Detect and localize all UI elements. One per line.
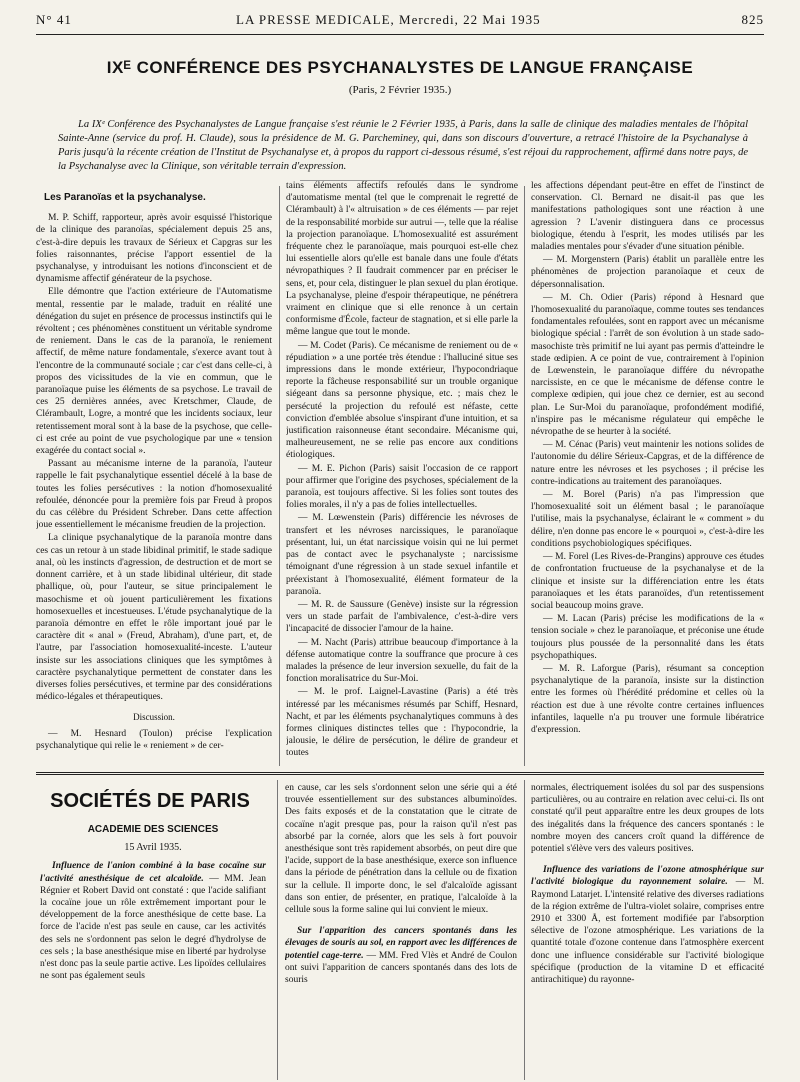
journal-date: LA PRESSE MEDICALE, Mercredi, 22 Mai 1935	[236, 12, 541, 27]
article-title: Sur l'apparition des cancers spontanés dans les élevages de souris au sol, en rapport avec les différences de potentiel cage-terre.	[285, 926, 517, 961]
paragraph: — M. Nacht (Paris) attribue beaucoup d'importance à la défense automatique contre la souffrance que procure à ces malades la présence de leur inversion sexuelle, du fait de la fonction moralisatrice du Sur-Moi.	[286, 637, 518, 685]
paragraph: — M. Hesnard (Toulon) précise l'explication psychanalytique qui relie le « reniement » de cer-	[36, 728, 272, 751]
column-divider	[524, 780, 525, 1080]
column-2	[286, 180, 518, 764]
academy-heading: ACADÉMIE DES SCIENCES	[87, 824, 219, 835]
bottom-column-2	[285, 782, 517, 1078]
societes-title: SOCIÉTÉS DE PARIS	[50, 790, 250, 812]
discussion-label: Discussion.	[133, 712, 175, 723]
column-1	[36, 192, 272, 764]
article-text: — M. Raymond Latarjet. L'intensité relative des diverses radiations de la région extrême de l'ultra-violet solaire, comprises entre 2910 et 3300 Å, est fortement modifiée par l'absorption sélective de l'ozone atmosphérique. Les variations de la quantité totale d'ozone contenue dans l'atmosphère exercent donc une influence considérable sur l'activité biologique spécifique (production de la vitamine D et efficacité antirachitique) du rayonne-	[531, 877, 764, 986]
paragraph: tains éléments affectifs refoulés dans le syndrome d'automatisme mental (tel que le comprenait le regretté de Clérambault) à l'« altruisation » de ces éléments — par rejet de la responsabilité morbide sur autrui —, telle que la réalise la projection paranoïaque. L'homosexualité est assurément fréquente chez le paranoïaque, mais pourquoi est-elle chez lui essentielle alors qu'elle est banale dans une foule d'états névropathiques ? Il faudrait commencer par en préciser le sens, et, pour cela, distinguer le plan sexuel du plan érotique. La psychanalyse, pleine d'espoir thérapeutique, ne pénétrera vraiment en clinique que si elle renonce à un certain conformisme d'École, facteur de stagnation, et si elle parle la même langue que tout le monde.	[286, 181, 518, 338]
paragraph: — M. Cénac (Paris) veut maintenir les notions solides de l'autonomie du délire Sérieux-Capgras, et de la différence de nature entre les névroses et les psychoses ; il précise les contre-indications au traitement des paranoïaques.	[531, 440, 764, 487]
column-divider	[524, 186, 525, 766]
paragraph: — M. Ch. Odier (Paris) répond à Hesnard que l'homosexualité du paranoïaque, comme toutes ses tendances fondamentales refoulées, sont en rapport avec un mécanisme biologique spécial : l'arrêt de son évolution à un stade sado-masochiste très primitif ne lui ayant pas permis d'atteindre le stade œdipien. A ce point de vue, contrairement à l'opinion de Lœwenstein, le paranoïaque différe du névropathe narcissiste, en ce que le mécanisme de défense contre le complexe œdipien, qui joue chez ce dernier, est au second plan. Le Sur-Moi du paranoïaque, profondément modifié, n'inspire pas le mécanisme régulateur qui empêche le névropathe de se heurter à la société.	[531, 292, 764, 438]
article-text: — MM. Fred Vlès et André de Coulon ont suivi l'apparition de cancers spontanés dans des lots de souris	[285, 950, 517, 986]
section-heading: Les Paranoïas et la psychanalyse.	[44, 192, 206, 203]
conference-intro: La IXᵉ Conférence des Psychanalystes de Langue française s'est réunie le 2 Février 1935, à Paris, dans la salle de clinique des maladies mentales de l'hôpital Sainte-Anne (service du prof. H. Claude), sous la présidence de M. G. Parcheminey, qui, dans son discours d'ouverture, a retracé l'histoire de la Psychanalyse à Paris jusqu'à la récente création de l'Institut de Psychanalyse et, à propos du rapport ci-dessous résumé, s'est réjoui du rapprochement, affirmé dans notre pays, de la Psychanalyse avec la Clinique, son véritable terrain d'expression.	[58, 119, 748, 172]
issue-number: N° 41	[36, 12, 72, 27]
article-text: — MM. Jean Régnier et Robert David ont constaté : que l'acide salifiant la cocaïne joue un rôle extrêmement important pour le développement de la force anesthésique de cette base. La force de l'acide n'est pas seule en cause, car les activités des sels ne s'ordonnent pas selon le degré d'hydrolyse de ces sels ; la base anesthésique mise en liberté par hydrolyse n'est donc pas la seule partie active. Les lipoïdes cellulaires ne sont pas également seuls	[40, 873, 266, 982]
conference-title: IXᴱ CONFÉRENCE DES PSYCHANALYSTES DE LANGUE FRANÇAISE	[106, 58, 694, 77]
paragraph: normales, électriquement isolées du sol par des suspensions particulières, ou au contraire en relation avec celui-ci. Ils ont constaté qu'il peut apparaître entre les deux groupes de lots des inégalités dans la fréquence des cancers spontanés : le nombre moyen des cancers croît quand la différence de potentiel s'élève vers des valeurs positives.	[531, 783, 764, 855]
paragraph: — M. R. de Saussure (Genève) insiste sur la régression vers un stade parfait de l'ambivalence, c'est-à-dire vers l'incapacité de dissocier l'amour de la haine.	[286, 599, 518, 635]
paragraph: — M. Morgenstern (Paris) établit un parallèle entre les phénomènes de projection paranoïaque et ceux de dépersonnalisation.	[531, 255, 764, 290]
paragraph: La clinique psychanalytique de la paranoïa montre dans ces cas un retour à un stade libidinal primitif, le stade sadique anal, où les instincts d'agression, de destruction et de mort se donnent carrière, et à un stade libidinal ultérieur, dit stade phallique, où, pour l'auteur, se situe principalement le masochisme et où jouent particulièrement les fixations homosexuelles et incestueuses. L'étude psychanalytique de la paranoïa démontre en effet le rôle important joué par le caractère dit « anal » (Freud, Abraham), d'une part, et, de l'autre, par l'association homosexualité-inceste. L'auteur insiste sur les associations cliniques que les symptômes à caractère psychanalytique permettent de constater dans les diverses folies persécutives, et termine par des considérations médico-légales et thérapeutiques.	[36, 533, 272, 703]
column-3	[531, 180, 764, 764]
conference-subtitle: (Paris, 2 Février 1935.)	[348, 84, 452, 96]
masthead-rule	[36, 34, 764, 35]
paragraph: — M. Lacan (Paris) précise les modifications de la « tension sociale » chez le paranoïaque, et préconise une étude toujours plus poussée de la personnalité dans les états psychopathiques.	[531, 614, 764, 661]
paragraph: — M. Codet (Paris). Ce mécanisme de reniement ou de « répudiation » a une portée très étendue : l'halluciné situe ses impressions dans le monde extérieur, l'hypocondriaque reporte la fâcheuse responsabilité sur un trouble organique siégeant dans sa personne physique, etc. ; mais chez le persécuté la projection du refoulé est néfaste, cette conviction d'emblée absolue s'inspirant d'une intuition, et sa justification raisonneuse étant secondaire. Mécanisme qui, malheureusement, ne se relie pas encore aux conditions étiologiques.	[286, 340, 518, 461]
paragraph: en cause, car les sels s'ordonnent selon une série qui a été trouvée essentiellement sur des substances albuminoïdes. Des faits exposés et de la constatation que le citrate de cocaïne n'agit presque pas, pour la raison qu'il n'est pas absorbé par la cornée, alors que les sels à fort pouvoir anesthésique sont très rapidement absorbés, on peut dire que l'acide, support de la base anesthésique, exerce son influence dans la période de pénétration dans la cellule ou de fixation sur la cellule. Il importe donc, le sel d'alcaloïde agissant dans son entier, de présenter, en pratique, l'alcaloïde à la cellule sous la forme saline qui lui convient le mieux.	[285, 783, 517, 916]
paragraph: Passant au mécanisme interne de la paranoïa, l'auteur rappelle le fait psychanalytique essentiel décelé à la base de toutes les folies persécutives : la notion d'homosexualité refoulée, dénoncée pour la première fois par Freud à propos du cas célèbre du Président Schreber. Dans cette affection joue essentiellement le mécanisme freudien de la projection.	[36, 459, 272, 531]
column-divider	[277, 780, 278, 1080]
paragraph: — M. Borel (Paris) n'a pas l'impression que l'homosexualité soit un élément basal ; le paranoïaque l'utilise, mais la psychanalyse, éclairant le « comment » du délire, n'en donne pas encore le « pourquoi », c'est-à-dire les conditions psychobiologiques spécifiques.	[531, 490, 764, 549]
paragraph: les affections dépendant peut-être en effet de l'instinct de conservation. Cl. Bernard ne disait-il pas que les manifestations pathologiques sont une réaction à une agression ? L'avenir distinguera dans ce processus biologique, étendu à l'esprit, les modes utilisés par les maladies mentales pour s'évader d'une situation pénible.	[531, 181, 764, 253]
article-title: Influence des variations de l'ozone atmosphérique sur l'activité biologique du rayonnement solaire.	[531, 865, 764, 888]
paragraph: — M. E. Pichon (Paris) saisit l'occasion de ce rapport pour affirmer que l'origine des psychoses, spécialement de la paranoïa, est toujours affective. Si les folies sont toutes des folies morales, il n'y a pas de folies intellectuelles.	[286, 463, 518, 511]
session-date: 15 Avril 1935.	[124, 842, 182, 854]
page-number: 825	[741, 12, 764, 27]
paragraph: — M. R. Laforgue (Paris), résumant sa conception psychanalytique de la paranoïa, insiste sur la distinction entre les formes où l'hérédité prédomine et celles où la réaction est due à une révolte contre certaines influences infantiles, laquelle n'a pu trouver une formule libératrice d'expression.	[531, 663, 764, 735]
article-title: Influence de l'anion combiné à la base cocaïne sur l'activité anesthésique de cet alcaloïde.	[40, 861, 266, 884]
masthead	[36, 10, 764, 30]
paragraph: — M. le prof. Laignel-Lavastine (Paris) a été très intéressé par les mécanismes résumés par Schiff, Hesnard, Nacht, et par les éléments psychanalytiques communs à des formes cliniques distinctes telles que : l'hypocondrie, la jalousie, le délire de persécution, le délire de grandeur et toutes	[286, 687, 518, 759]
column-divider	[279, 186, 280, 766]
paragraph: — M. Forel (Les Rives-de-Prangins) approuve ces études de confrontation fructueuse de la psychanalyse et de la clinique et insiste sur la différenciation entre les états paranoïaques et les états paranoïdes, d'un retentissement social beaucoup moins grave.	[531, 552, 764, 611]
bottom-column-1	[40, 824, 266, 1078]
bottom-column-3	[531, 782, 764, 1078]
paragraph: — M. Lœwenstein (Paris) différencie les névroses de transfert et les névroses narcissiques, le paranoïaque présentant, lui, un état narcissique voisin qui ne lui permet pas de contact avec le psychanalyste ; narcissisme témoignant d'une régression à un stade sexuel infantile et préexistant à l'homosexualité, élément formateur de la paranoïa.	[286, 513, 518, 597]
paragraph: M. P. Schiff, rapporteur, après avoir esquissé l'historique de la clinique des paranoïas, spécialement depuis 25 ans, c'est-à-dire depuis les travaux de Sérieux et Capgras sur les folies raisonnantes, précise l'apport essentiel de la psychanalyse, y introduisant les notions d'inconscient et de dynamisme affectif générateur de la psychose.	[36, 213, 272, 285]
paragraph: Elle démontre que l'action extérieure de l'Automatisme mental, ressentie par le malade, traduit en réalité une dénégation du sujet en présence de processus instinctifs qui le révoltent ; ces phénomènes constituent un véritable syndrome de reniement. Dans le cas de la paranoïa, le reniement affectif, de même nature fondamentale, s'exerce avant tout à l'encontre de la communauté sociale ; car c'est dans celle-ci, à propos des vicissitudes de la vie en commun, que le paranoïaque puise les éléments de sa psychose. Le travail de ces 25 dernières années, avec Kretschmer, Claude, de Clérambault, Logre, a montré que les incidents sociaux, leur retentissement moral sont à la base de la psychose, que celle-ci est crée au point de vue psychologique par une « tension exagérée du contact social ».	[36, 287, 272, 457]
section-separator	[36, 772, 764, 775]
